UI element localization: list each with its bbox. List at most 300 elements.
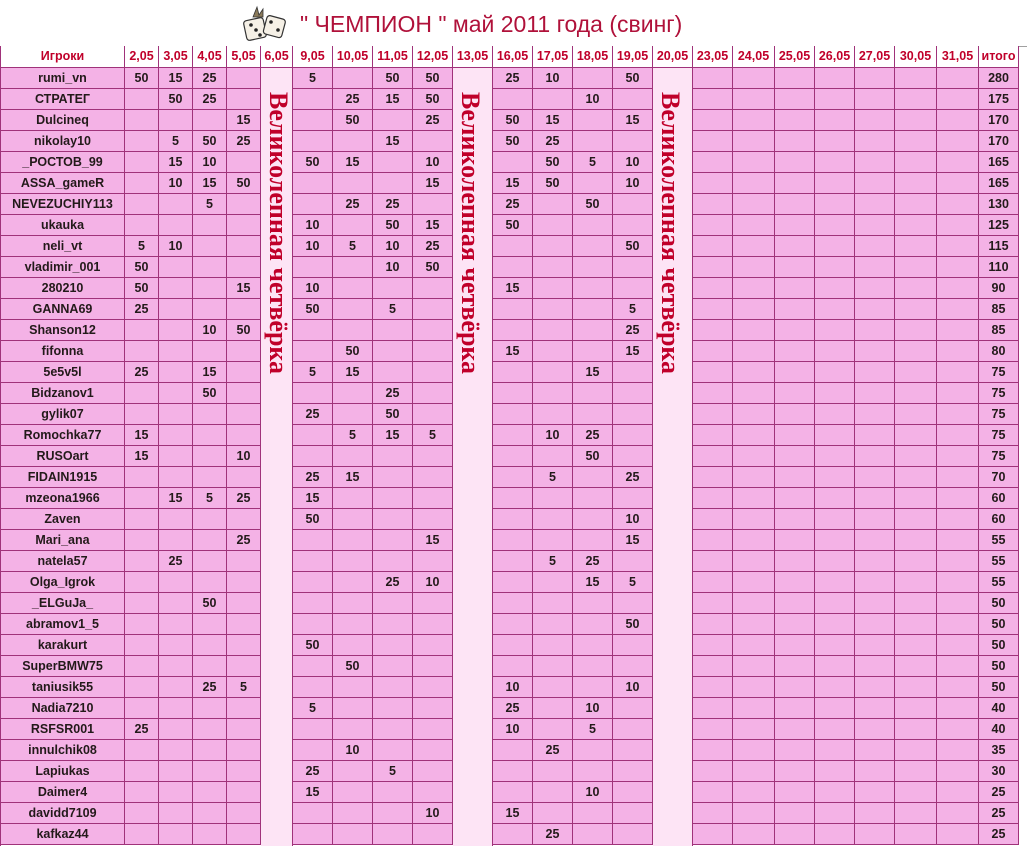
score-cell <box>333 509 373 530</box>
score-cell <box>733 698 775 719</box>
score-cell <box>693 89 733 110</box>
score-cell <box>227 635 261 656</box>
score-cell <box>775 362 815 383</box>
score-cell <box>815 173 855 194</box>
score-cell: 15 <box>333 152 373 173</box>
score-cell <box>159 110 193 131</box>
score-cell: 5 <box>333 425 373 446</box>
player-name: Zaven <box>1 509 125 530</box>
player-name: RUSOart <box>1 446 125 467</box>
score-cell: 5 <box>533 551 573 572</box>
player-name: Romochka77 <box>1 425 125 446</box>
score-cell <box>159 719 193 740</box>
score-cell <box>493 446 533 467</box>
score-cell <box>815 341 855 362</box>
score-cell <box>413 614 453 635</box>
score-cell <box>815 656 855 677</box>
score-cell <box>373 551 413 572</box>
score-cell <box>895 215 937 236</box>
score-cell: 25 <box>533 824 573 845</box>
score-cell <box>895 635 937 656</box>
score-cell <box>693 278 733 299</box>
score-cell: 10 <box>613 677 653 698</box>
score-cell <box>125 173 159 194</box>
score-cell: 50 <box>573 446 613 467</box>
total-cell: 35 <box>979 740 1019 761</box>
score-cell <box>775 131 815 152</box>
score-cell <box>193 467 227 488</box>
score-cell <box>775 824 815 845</box>
score-cell: 15 <box>333 362 373 383</box>
score-cell <box>373 635 413 656</box>
score-cell <box>693 530 733 551</box>
score-cell <box>775 404 815 425</box>
score-cell: 50 <box>373 215 413 236</box>
score-cell <box>573 131 613 152</box>
score-cell: 10 <box>533 425 573 446</box>
player-name: kafkaz44 <box>1 824 125 845</box>
score-cell <box>895 404 937 425</box>
total-cell: 165 <box>979 173 1019 194</box>
score-cell <box>815 698 855 719</box>
score-cell <box>895 824 937 845</box>
score-cell <box>227 89 261 110</box>
player-name: neli_vt <box>1 236 125 257</box>
score-cell <box>573 467 613 488</box>
score-cell <box>895 425 937 446</box>
score-cell <box>493 551 533 572</box>
score-cell <box>159 677 193 698</box>
score-cell <box>125 131 159 152</box>
score-cell <box>573 677 613 698</box>
score-cell <box>693 761 733 782</box>
score-cell <box>533 194 573 215</box>
player-name: Shanson12 <box>1 320 125 341</box>
score-cell <box>613 446 653 467</box>
score-cell <box>693 593 733 614</box>
score-cell <box>733 425 775 446</box>
score-cell <box>413 404 453 425</box>
score-cell <box>775 698 815 719</box>
score-cell <box>193 299 227 320</box>
score-cell <box>895 383 937 404</box>
score-cell <box>937 614 979 635</box>
total-cell: 85 <box>979 320 1019 341</box>
player-name: taniusik55 <box>1 677 125 698</box>
score-cell: 15 <box>159 488 193 509</box>
score-cell <box>937 446 979 467</box>
score-cell <box>855 89 895 110</box>
player-name: abramov1_5 <box>1 614 125 635</box>
score-cell <box>413 131 453 152</box>
score-cell <box>775 320 815 341</box>
score-cell <box>493 572 533 593</box>
score-cell <box>895 257 937 278</box>
score-cell <box>815 761 855 782</box>
score-cell <box>573 635 613 656</box>
score-cell <box>227 152 261 173</box>
header-date: 18,05 <box>573 46 613 68</box>
header-total: итого <box>979 46 1019 68</box>
score-cell <box>895 341 937 362</box>
score-cell <box>815 488 855 509</box>
score-cell <box>333 278 373 299</box>
score-cell <box>125 530 159 551</box>
score-cell <box>333 824 373 845</box>
score-cell: 50 <box>193 383 227 404</box>
score-cell <box>775 215 815 236</box>
score-cell <box>533 404 573 425</box>
score-cell <box>493 593 533 614</box>
score-cell <box>125 761 159 782</box>
score-cell <box>227 467 261 488</box>
score-cell: 50 <box>227 173 261 194</box>
score-cell <box>193 614 227 635</box>
score-cell <box>937 425 979 446</box>
score-cell <box>855 761 895 782</box>
score-cell <box>775 110 815 131</box>
score-cell <box>125 488 159 509</box>
score-cell: 25 <box>413 236 453 257</box>
score-cell <box>493 530 533 551</box>
score-cell <box>693 572 733 593</box>
score-cell: 25 <box>373 572 413 593</box>
score-cell <box>693 740 733 761</box>
score-cell <box>895 488 937 509</box>
score-cell <box>775 740 815 761</box>
player-name: rumi_vn <box>1 68 125 89</box>
score-cell <box>733 68 775 89</box>
score-cell <box>413 446 453 467</box>
score-cell <box>533 446 573 467</box>
score-cell <box>855 656 895 677</box>
score-cell: 25 <box>293 404 333 425</box>
score-cell: 50 <box>125 68 159 89</box>
score-cell <box>775 761 815 782</box>
score-cell <box>227 656 261 677</box>
holiday-label: Великолепная четвёрка <box>656 92 685 375</box>
title-bar <box>0 0 1027 47</box>
score-cell <box>613 89 653 110</box>
score-cell <box>373 740 413 761</box>
total-cell: 25 <box>979 803 1019 824</box>
score-cell <box>193 446 227 467</box>
score-cell <box>815 383 855 404</box>
score-cell <box>293 446 333 467</box>
score-cell: 15 <box>373 425 413 446</box>
score-cell: 50 <box>413 89 453 110</box>
score-cell <box>227 761 261 782</box>
score-cell: 10 <box>613 173 653 194</box>
player-name: mzeona1966 <box>1 488 125 509</box>
header-date: 13,05 <box>453 46 493 68</box>
score-cell <box>733 173 775 194</box>
score-cell: 10 <box>413 152 453 173</box>
score-cell: 15 <box>159 152 193 173</box>
score-cell: 15 <box>193 362 227 383</box>
score-cell <box>573 236 613 257</box>
score-cell <box>937 488 979 509</box>
page-title: " ЧЕМПИОН " май 2011 года (свинг) <box>300 11 683 37</box>
score-cell <box>693 215 733 236</box>
score-cell <box>159 257 193 278</box>
score-cell <box>693 257 733 278</box>
total-cell: 170 <box>979 131 1019 152</box>
score-cell <box>733 782 775 803</box>
score-cell <box>373 467 413 488</box>
score-cell <box>493 299 533 320</box>
score-cell <box>333 131 373 152</box>
score-cell: 15 <box>125 446 159 467</box>
score-cell: 5 <box>573 152 613 173</box>
score-cell <box>895 551 937 572</box>
score-cell <box>855 446 895 467</box>
score-cell <box>227 194 261 215</box>
score-cell <box>373 803 413 824</box>
score-cell <box>533 236 573 257</box>
score-cell <box>775 572 815 593</box>
score-cell: 10 <box>613 509 653 530</box>
score-cell <box>125 341 159 362</box>
score-cell <box>125 110 159 131</box>
score-cell <box>613 257 653 278</box>
score-cell <box>733 677 775 698</box>
score-cell: 50 <box>373 404 413 425</box>
score-cell <box>193 824 227 845</box>
score-cell <box>815 782 855 803</box>
score-cell: 15 <box>413 530 453 551</box>
total-cell: 50 <box>979 614 1019 635</box>
score-cell <box>815 68 855 89</box>
score-cell <box>693 467 733 488</box>
score-cell <box>533 509 573 530</box>
header-date: 17,05 <box>533 46 573 68</box>
score-cell: 10 <box>293 215 333 236</box>
score-cell <box>193 635 227 656</box>
score-cell <box>413 740 453 761</box>
score-cell <box>159 803 193 824</box>
score-cell <box>855 509 895 530</box>
score-cell <box>937 194 979 215</box>
score-cell <box>613 404 653 425</box>
score-cell <box>373 782 413 803</box>
score-cell: 5 <box>293 698 333 719</box>
score-cell <box>333 488 373 509</box>
total-cell: 80 <box>979 341 1019 362</box>
score-cell <box>573 320 613 341</box>
total-cell: 75 <box>979 446 1019 467</box>
score-cell <box>333 572 373 593</box>
score-cell <box>573 488 613 509</box>
score-cell <box>775 152 815 173</box>
score-cell <box>937 467 979 488</box>
score-cell <box>493 404 533 425</box>
score-cell <box>125 194 159 215</box>
score-cell <box>293 110 333 131</box>
score-cell: 50 <box>413 68 453 89</box>
score-cell: 50 <box>493 110 533 131</box>
score-cell <box>693 509 733 530</box>
score-cell <box>573 278 613 299</box>
score-cell <box>533 614 573 635</box>
score-cell <box>159 782 193 803</box>
score-cell: 5 <box>413 425 453 446</box>
score-cell <box>373 614 413 635</box>
score-cell <box>855 551 895 572</box>
player-name: Daimer4 <box>1 782 125 803</box>
total-cell: 55 <box>979 530 1019 551</box>
holiday-label: Великолепная четвёрка <box>456 92 485 375</box>
score-cell <box>815 740 855 761</box>
score-cell: 5 <box>373 299 413 320</box>
score-cell: 10 <box>193 320 227 341</box>
score-cell <box>937 257 979 278</box>
score-cell <box>293 656 333 677</box>
score-cell: 15 <box>293 488 333 509</box>
score-cell <box>159 194 193 215</box>
score-cell <box>125 551 159 572</box>
score-cell <box>373 677 413 698</box>
header-date: 27,05 <box>855 46 895 68</box>
player-name: СТРАТЕГ <box>1 89 125 110</box>
header-date: 9,05 <box>293 46 333 68</box>
score-cell <box>937 761 979 782</box>
score-cell <box>293 173 333 194</box>
score-cell <box>373 173 413 194</box>
score-cell: 5 <box>159 131 193 152</box>
score-cell <box>413 824 453 845</box>
score-cell <box>733 719 775 740</box>
score-cell <box>855 110 895 131</box>
score-cell <box>293 257 333 278</box>
score-cell <box>159 446 193 467</box>
score-cell <box>693 824 733 845</box>
score-cell: 50 <box>193 593 227 614</box>
score-cell <box>413 341 453 362</box>
score-cell <box>895 362 937 383</box>
total-cell: 90 <box>979 278 1019 299</box>
score-cell <box>193 341 227 362</box>
score-cell <box>855 824 895 845</box>
total-cell: 175 <box>979 89 1019 110</box>
score-cell <box>775 278 815 299</box>
score-cell <box>855 488 895 509</box>
score-cell <box>573 404 613 425</box>
score-cell <box>693 341 733 362</box>
score-cell <box>693 803 733 824</box>
score-cell <box>193 740 227 761</box>
score-cell <box>815 257 855 278</box>
score-cell: 15 <box>193 173 227 194</box>
score-cell <box>493 488 533 509</box>
header-date: 30,05 <box>895 46 937 68</box>
score-cell <box>227 593 261 614</box>
score-cell <box>733 299 775 320</box>
score-cell <box>413 782 453 803</box>
score-cell <box>125 782 159 803</box>
score-cell: 50 <box>613 68 653 89</box>
player-name: Dulcineq <box>1 110 125 131</box>
score-cell <box>227 299 261 320</box>
score-cell <box>373 824 413 845</box>
score-cell <box>775 614 815 635</box>
score-cell <box>693 236 733 257</box>
score-cell <box>159 425 193 446</box>
score-cell <box>573 68 613 89</box>
score-cell <box>193 110 227 131</box>
player-name: GANNA69 <box>1 299 125 320</box>
score-cell: 10 <box>227 446 261 467</box>
score-cell <box>573 530 613 551</box>
score-cell <box>573 824 613 845</box>
score-cell <box>693 698 733 719</box>
score-cell <box>413 383 453 404</box>
score-cell <box>293 614 333 635</box>
score-cell <box>493 740 533 761</box>
score-cell <box>693 656 733 677</box>
score-cell <box>855 215 895 236</box>
score-cell <box>413 509 453 530</box>
score-cell <box>613 383 653 404</box>
player-name: Olga_Igrok <box>1 572 125 593</box>
score-cell: 50 <box>613 614 653 635</box>
score-cell <box>125 677 159 698</box>
score-cell <box>855 173 895 194</box>
score-cell: 50 <box>293 635 333 656</box>
total-cell: 25 <box>979 782 1019 803</box>
score-cell <box>733 131 775 152</box>
score-cell <box>937 173 979 194</box>
score-cell: 10 <box>573 782 613 803</box>
score-cell <box>373 488 413 509</box>
score-cell <box>855 299 895 320</box>
score-cell: 25 <box>125 299 159 320</box>
score-cell <box>855 467 895 488</box>
score-cell <box>193 404 227 425</box>
score-cell <box>937 719 979 740</box>
score-cell <box>227 404 261 425</box>
score-cell <box>815 131 855 152</box>
header-date: 31,05 <box>937 46 979 68</box>
score-cell <box>733 530 775 551</box>
score-cell: 10 <box>373 257 413 278</box>
total-cell: 115 <box>979 236 1019 257</box>
score-cell <box>413 320 453 341</box>
score-cell <box>733 404 775 425</box>
score-cell <box>159 761 193 782</box>
score-cell <box>693 425 733 446</box>
score-cell: 50 <box>493 215 533 236</box>
score-cell: 50 <box>533 152 573 173</box>
score-cell <box>937 677 979 698</box>
score-cell <box>693 173 733 194</box>
score-cell <box>373 110 413 131</box>
score-cell <box>937 152 979 173</box>
score-cell <box>937 89 979 110</box>
score-cell: 10 <box>413 572 453 593</box>
score-cell <box>227 782 261 803</box>
score-cell: 15 <box>373 89 413 110</box>
score-cell: 25 <box>613 467 653 488</box>
score-cell <box>733 446 775 467</box>
score-cell <box>125 320 159 341</box>
total-cell: 50 <box>979 593 1019 614</box>
score-cell: 15 <box>413 215 453 236</box>
score-cell <box>733 551 775 572</box>
score-cell <box>413 698 453 719</box>
score-cell <box>733 320 775 341</box>
score-cell <box>937 530 979 551</box>
